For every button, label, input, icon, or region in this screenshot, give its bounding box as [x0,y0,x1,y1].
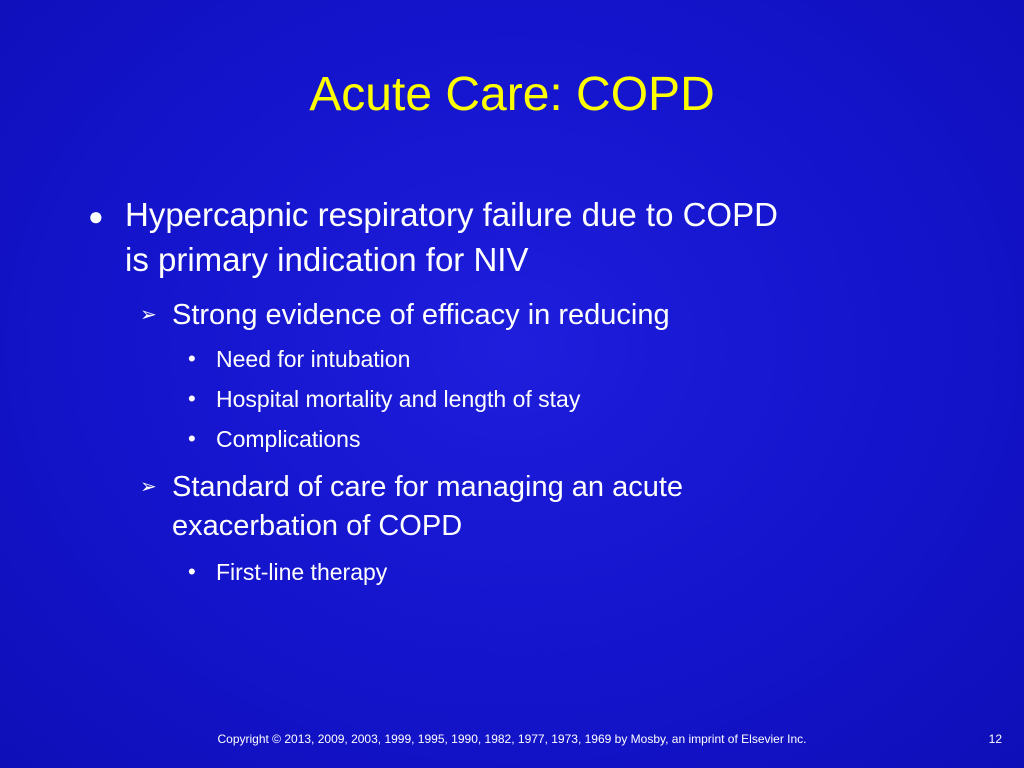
bullet-text-line: Hypercapnic respiratory failure due to COPD [125,196,778,233]
dot-bullet-icon: • [188,386,196,411]
bullet-text-line: exacerbation of COPD [172,510,463,542]
dot-bullet-icon: • [188,346,196,371]
bullet-level3 [188,384,888,414]
arrow-bullet-icon: ➢ [140,476,157,498]
page-number: 12 [988,732,1002,746]
bullet-level3 [188,344,888,374]
copyright-footer: Copyright © 2013, 2009, 2003, 1999, 1995, 1990, 1982, 1977, 1973, 1969 by Mosby, an imprint of Elsevier Inc. [217,732,807,746]
round-bullet-icon: ● [88,201,104,231]
bullet-text-line: Standard of care for managing an acute [172,471,684,503]
bullet-text: Hospital mortality and length of stay [216,386,581,412]
bullet-text-line: is primary indication for NIV [125,241,529,278]
bullet-level2 [140,296,940,335]
bullet-level3 [188,557,888,587]
dot-bullet-icon: • [188,426,196,451]
bullet-text [125,192,778,282]
bullet-level1 [88,192,948,282]
bullet-level3 [188,424,888,454]
bullet-text: Strong evidence of efficacy in reducing [172,299,670,331]
bullet-text: Need for intubation [216,346,411,372]
bullet-text: First-line therapy [216,559,388,585]
dot-bullet-icon: • [188,559,196,584]
bullet-text [172,468,683,546]
slide-title: Acute Care: COPD [309,68,715,121]
arrow-bullet-icon: ➢ [140,304,157,326]
bullet-level2 [140,468,940,546]
bullet-text: Complications [216,426,361,452]
